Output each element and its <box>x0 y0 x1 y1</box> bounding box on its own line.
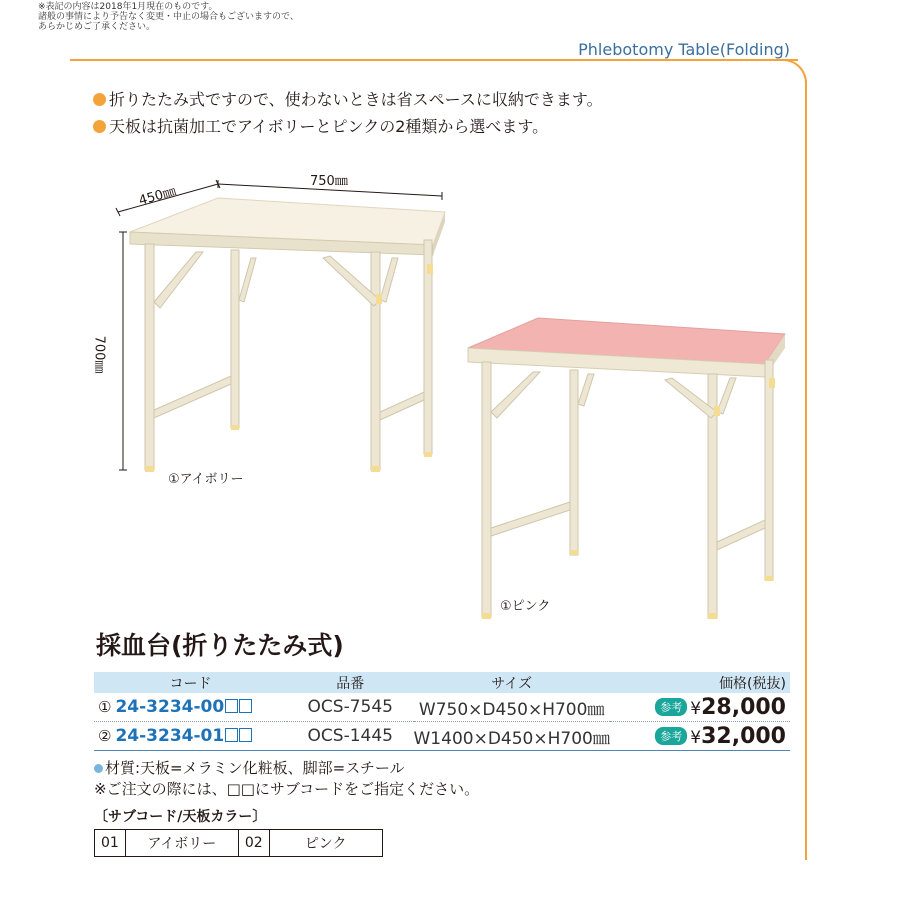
note-dot-icon <box>94 764 103 773</box>
subcode-box <box>225 699 238 713</box>
product-code: 24-3234-00 <box>115 697 225 717</box>
product-title: 採血台(折りたたみ式) <box>96 631 344 660</box>
order-note: ※ご注文の際には、□□にサブコードをご指定ください。 <box>94 780 480 798</box>
feature-text: 天板は抗菌加工でアイボリーとピンクの2種類から選べます。 <box>109 117 549 136</box>
ivory-table-image <box>130 198 445 472</box>
header-price: 価格(税抜) <box>610 672 790 693</box>
code-cell <box>94 722 287 751</box>
header-code: コード <box>94 672 287 693</box>
feature-text: 折りたたみ式ですので、使わないときは省スペースに収納できます。 <box>109 90 603 109</box>
size-cell: W750×D450×H700㎜ <box>414 693 610 722</box>
product-code: 24-3234-01 <box>115 726 225 746</box>
notice-line-1: ※表記の内容は2018年1月現在のものです。 <box>38 2 218 12</box>
notice-line-3: あらかじめご了承ください。 <box>38 22 156 32</box>
subcode-box <box>225 728 238 742</box>
width-dimension-label: 750㎜ <box>310 174 348 189</box>
price-cell <box>610 722 790 751</box>
height-dimension-label: 700㎜ <box>91 335 107 374</box>
pink-caption: ①ピンク <box>500 599 551 614</box>
subcode-box <box>239 728 252 742</box>
depth-dimension-label: 450㎜ <box>137 183 178 209</box>
pink-table-image <box>468 318 785 619</box>
material-note <box>94 758 479 779</box>
code-cell <box>94 693 287 722</box>
table-row <box>94 693 790 722</box>
price-cell <box>610 693 790 722</box>
price-value: 28,000 <box>701 694 786 720</box>
part-number: OCS-1445 <box>287 722 413 751</box>
subcode-number: 02 <box>238 830 269 857</box>
reference-badge: 参考 <box>655 698 687 716</box>
subcode-heading: 〔サブコード/天板カラー〕 <box>94 809 267 825</box>
row-number: ② <box>98 727 112 745</box>
row-number: ① <box>98 698 112 716</box>
yen-sign: ¥ <box>690 727 702 748</box>
subcode-color: ピンク <box>269 830 382 857</box>
subcode-row <box>95 830 383 857</box>
subcode-table <box>94 829 383 857</box>
table-row <box>94 722 790 751</box>
header-size: サイズ <box>414 672 610 693</box>
subcode-color: アイボリー <box>125 830 238 857</box>
subcode-box <box>239 699 252 713</box>
ivory-caption: ①アイボリー <box>168 472 244 487</box>
header-part: 品番 <box>287 672 413 693</box>
spec-table <box>94 672 790 751</box>
part-number: OCS-7545 <box>287 693 413 722</box>
yen-sign: ¥ <box>690 698 702 719</box>
notes <box>94 758 479 800</box>
spec-table-header <box>94 672 790 693</box>
material-text: 材質:天板=メラミン化粧板、脚部=スチール <box>105 759 405 777</box>
subcode-number: 01 <box>95 830 126 857</box>
price-value: 32,000 <box>701 723 786 749</box>
notice-line-2: 諸般の事情により予告なく変更・中止の場合もございますので、 <box>38 12 299 22</box>
header-title: Phlebotomy Table(Folding) <box>578 40 790 59</box>
reference-badge: 参考 <box>655 727 687 745</box>
size-cell: W1400×D450×H700㎜ <box>414 722 610 751</box>
